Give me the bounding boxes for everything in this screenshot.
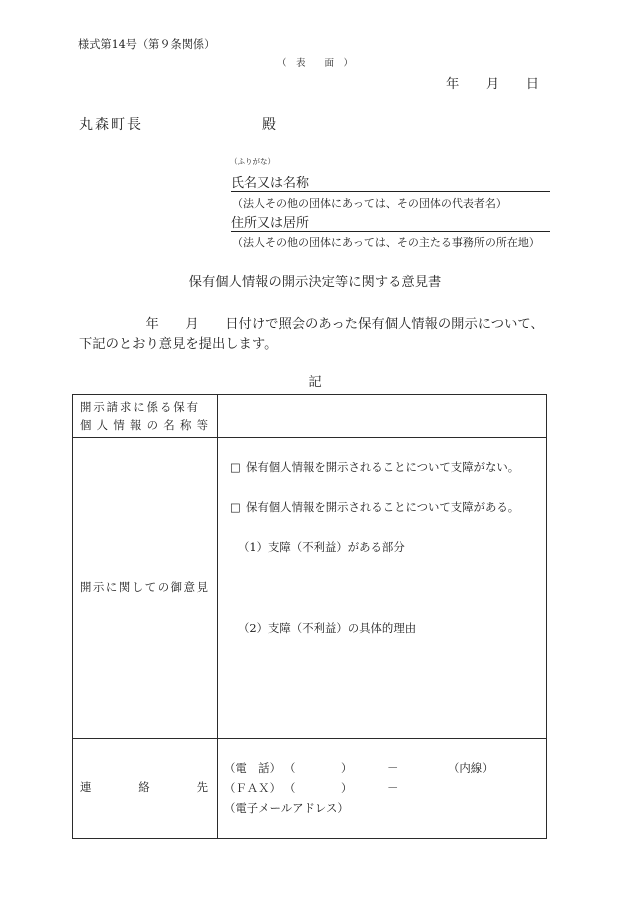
phone-area-code-blank: （ ） [284, 761, 353, 775]
document-title: 保有個人情報の開示決定等に関する意見書 [188, 275, 442, 290]
option-issue [218, 501, 546, 513]
furigana-label: （ふりがな） [230, 157, 275, 166]
sub-item-affected-part: （1）支障（不利益）がある部分 [238, 540, 405, 554]
body-text-line-1: 年 月 日付けで照会のあった保有個人情報の開示について、 [79, 317, 544, 332]
name-label: 氏名又は名称 [231, 176, 310, 191]
opinion-label: 開示に関しての御意見 [80, 580, 208, 594]
checkbox-icon: □ [230, 460, 241, 474]
option-no-issue-label: 保有個人情報を開示されることについて支障がない。 [246, 460, 520, 474]
opinion-label-cell [73, 438, 218, 738]
opinion-value-cell [218, 438, 546, 738]
addressee-honorific: 殿 [262, 117, 276, 133]
contact-email-line [218, 802, 546, 814]
table-row-contact [73, 739, 546, 838]
requested-info-label-line-2: 個人情報の名称等 [80, 418, 208, 432]
requested-info-label-line-1: 開示請求に係る保有 [80, 400, 198, 414]
date-line: 年 月 日 [446, 77, 540, 92]
phone-label: （電 話） [224, 761, 281, 775]
table-row-opinion [73, 438, 546, 739]
table-row-requested-info [73, 395, 546, 438]
fax-dash: － [387, 781, 399, 795]
fax-label: （ＦＡＸ） [224, 781, 281, 795]
phone-extension-label: （内線） [448, 761, 494, 775]
side-label: （ 表 面 ） [276, 58, 353, 69]
requested-info-label-cell [73, 395, 218, 437]
fax-area-code-blank: （ ） [284, 781, 353, 795]
contact-label: 連絡先 [80, 780, 208, 794]
contact-value-cell [218, 739, 546, 838]
contact-label-cell [73, 739, 218, 838]
form-number: 様式第14号（第９条関係） [78, 38, 216, 51]
body-text-line-2: 下記のとおり意見を提出します。 [79, 337, 278, 352]
address-note: （法人その他の団体にあっては、その主たる事務所の所在地） [232, 236, 540, 249]
address-label: 住所又は居所 [231, 216, 310, 231]
contact-fax-line [218, 782, 546, 794]
option-issue-label: 保有個人情報を開示されることについて支障がある。 [246, 500, 520, 514]
phone-dash: － [387, 761, 399, 775]
option-no-issue [218, 461, 546, 473]
name-field [231, 176, 550, 192]
checkbox-icon: □ [230, 500, 241, 514]
contact-phone-line [218, 762, 546, 774]
ki-heading: 記 [308, 375, 322, 390]
opinion-table [72, 394, 547, 839]
sub-item-specific-reason: （2）支障（不利益）の具体的理由 [238, 621, 417, 635]
address-field [231, 216, 550, 232]
requested-info-value-cell [218, 395, 546, 437]
name-note: （法人その他の団体にあっては、その団体の代表者名） [232, 197, 507, 210]
addressee-name: 丸森町長 [79, 117, 143, 133]
email-label: （電子メールアドレス） [224, 801, 349, 815]
